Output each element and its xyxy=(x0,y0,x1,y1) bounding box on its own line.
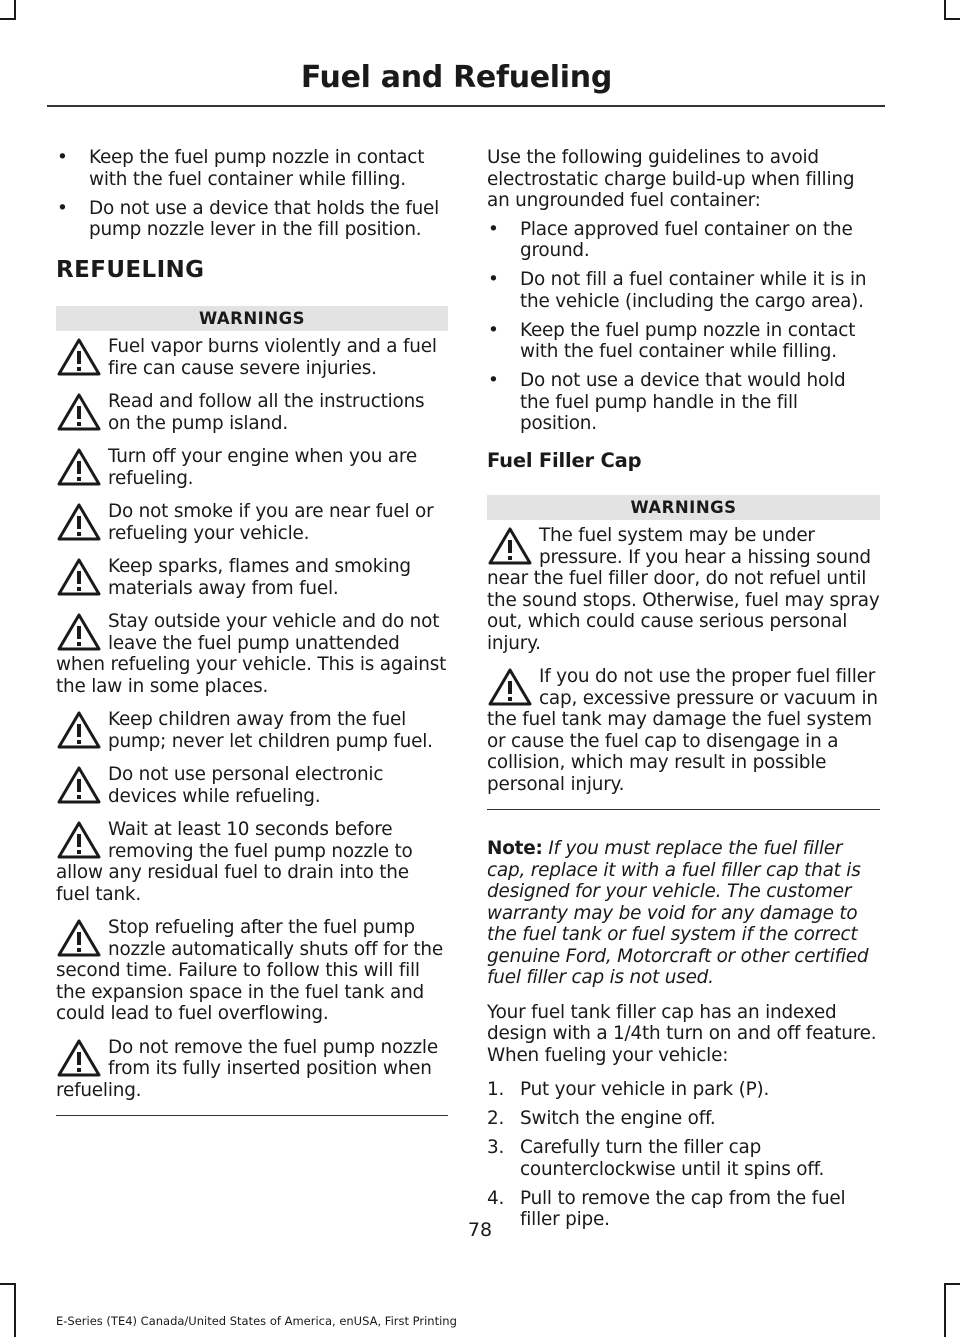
warning-item xyxy=(56,501,448,544)
crop-mark xyxy=(0,18,16,20)
bullet-list xyxy=(487,219,880,435)
crop-mark xyxy=(14,0,16,20)
list-item: • Keep the fuel pump nozzle in contact with the fuel container while filling. xyxy=(56,147,448,190)
list-item xyxy=(487,1137,880,1180)
warning-item xyxy=(56,1037,448,1102)
warning-text: The fuel system may be under pressure. If you hear a hissing sound near the fuel filler door, do not refuel until the sound stops. Otherwise, fuel may spray out, which could cause serious personal injury. xyxy=(487,525,880,654)
crop-mark xyxy=(944,0,946,20)
step-text: Put your vehicle in park (P). xyxy=(520,1079,770,1100)
note-text: If you must replace the fuel filler cap, replace it with a fuel filler cap that is designed for your vehicle. The customer warranty may be void for any damage to the fuel tank or fuel system if the correct genuine Ford, Motorcraft or other certified fuel filler cap is not used. xyxy=(487,838,869,988)
warning-item xyxy=(56,819,448,905)
section-heading: REFUELING xyxy=(56,256,205,283)
warning-text: Keep children away from the fuel pump; never let children pump fuel. xyxy=(108,709,433,752)
page-number: 78 xyxy=(467,1219,493,1241)
warning-item xyxy=(56,611,448,697)
step-number: 2. xyxy=(487,1108,505,1129)
warning-triangle-icon xyxy=(56,918,108,958)
warning-triangle-icon xyxy=(56,502,108,542)
list-item: • Do not use a device that holds the fuel pump nozzle lever in the fill position. xyxy=(56,198,448,241)
warning-text: Stay outside your vehicle and do not leave the fuel pump unattended when refueling your vehicle. This is against the law in some places. xyxy=(56,611,447,697)
warning-text: Do not use personal electronic devices while refueling. xyxy=(108,764,384,807)
step-text: Pull to remove the cap from the fuel filler pipe. xyxy=(520,1187,846,1230)
warning-text: Turn off your engine when you are refueling. xyxy=(108,446,417,489)
crop-mark xyxy=(944,18,960,20)
warning-triangle-icon xyxy=(56,820,108,860)
warnings-header: WARNINGS xyxy=(56,306,448,331)
header-divider xyxy=(47,105,885,107)
list-item xyxy=(487,1108,880,1130)
step-text: Carefully turn the filler cap counterclockwise until it spins off. xyxy=(520,1137,825,1180)
warning-text: Do not remove the fuel pump nozzle from its fully inserted position when refueling. xyxy=(56,1036,438,1101)
warning-item xyxy=(56,336,448,379)
warning-triangle-icon xyxy=(56,392,108,432)
right-column xyxy=(487,147,880,1238)
warning-triangle-icon xyxy=(56,765,108,805)
warning-text: If you do not use the proper fuel filler cap, excessive pressure or vacuum in the fuel tank may damage the fuel system or cause the fuel cap to disengage in a collision, which may result in possible personal injury. xyxy=(487,666,878,795)
warning-triangle-icon xyxy=(487,667,539,707)
body-paragraph: Your fuel tank filler cap has an indexed design with a 1/4th turn on and off feature. When fueling your vehicle: xyxy=(487,1001,877,1066)
subsection-heading: Fuel Filler Cap xyxy=(487,448,642,472)
warning-triangle-icon xyxy=(56,447,108,487)
warning-text: Read and follow all the instructions on the pump island. xyxy=(108,391,425,434)
warning-item xyxy=(56,764,448,807)
warning-text: Keep sparks, flames and smoking materials away from fuel. xyxy=(108,556,411,599)
warnings-header: WARNINGS xyxy=(487,495,880,520)
warning-triangle-icon xyxy=(56,710,108,750)
warning-triangle-icon xyxy=(487,526,539,566)
warnings-end-divider xyxy=(56,1115,448,1116)
crop-mark xyxy=(944,1283,946,1337)
step-number: 4. xyxy=(487,1187,505,1209)
note-paragraph xyxy=(487,838,880,989)
crop-mark xyxy=(944,1283,960,1285)
warning-text: Stop refueling after the fuel pump nozzle automatically shuts off for the second time. Failure to follow this will fill the expansion space in the fuel tank and could lead to fuel overflowing. xyxy=(56,917,443,1024)
step-text: Switch the engine off. xyxy=(520,1108,716,1129)
warning-triangle-icon xyxy=(56,1038,108,1078)
warning-item xyxy=(56,446,448,489)
warning-text: Do not smoke if you are near fuel or refueling your vehicle. xyxy=(108,501,434,544)
warning-item xyxy=(56,709,448,752)
warning-item xyxy=(487,525,880,654)
numbered-list xyxy=(487,1079,880,1231)
warning-text: Fuel vapor burns violently and a fuel fire can cause severe injuries. xyxy=(108,336,437,379)
step-number: 3. xyxy=(487,1137,505,1158)
warning-item xyxy=(56,556,448,599)
page-title: Fuel and Refueling xyxy=(300,60,612,95)
warning-triangle-icon xyxy=(56,612,108,652)
crop-mark xyxy=(14,1283,16,1337)
list-item: • Do not use a device that would hold the fuel pump handle in the fill position. xyxy=(487,370,880,435)
warning-item xyxy=(56,391,448,434)
list-item: • Place approved fuel container on the ground. xyxy=(487,219,880,262)
left-column xyxy=(56,147,448,1116)
warning-item xyxy=(56,917,448,1025)
warning-triangle-icon xyxy=(56,337,108,377)
step-number: 1. xyxy=(487,1079,505,1100)
warning-triangle-icon xyxy=(56,557,108,597)
list-item: • Keep the fuel pump nozzle in contact with the fuel container while filling. xyxy=(487,320,880,363)
warning-item xyxy=(487,666,880,795)
footer-text: E-Series (TE4) Canada/United States of America, enUSA, First Printing xyxy=(56,1314,457,1328)
crop-mark xyxy=(0,1283,16,1285)
warning-text: Wait at least 10 seconds before removing the fuel pump nozzle to allow any residual fuel to drain into the fuel tank. xyxy=(56,819,413,905)
warnings-end-divider xyxy=(487,809,880,810)
list-item: • Do not fill a fuel container while it is in the vehicle (including the cargo area). xyxy=(487,269,880,312)
list-item xyxy=(487,1079,880,1101)
note-label: Note: xyxy=(487,838,543,859)
intro-paragraph: Use the following guidelines to avoid electrostatic charge build-up when filling an ungrounded fuel container: xyxy=(487,147,855,211)
bullet-list xyxy=(56,147,448,241)
